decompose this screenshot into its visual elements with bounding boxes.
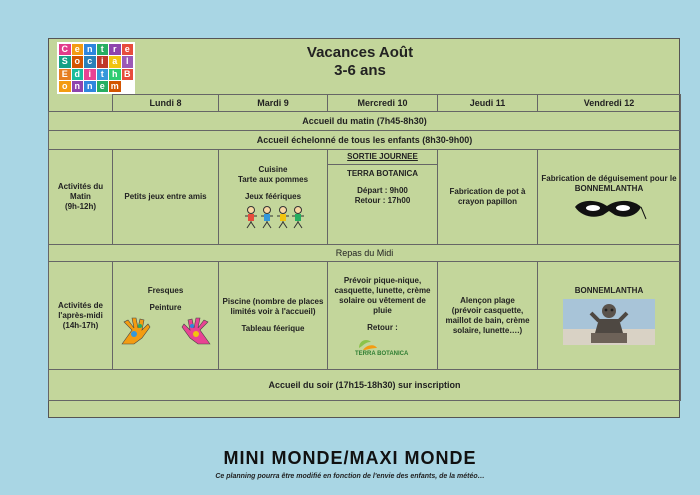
logo-letter-tile: c xyxy=(84,56,96,67)
logo-letter-tile: E xyxy=(59,69,71,80)
morning-jeudi: Fabrication de pot à crayon papillon xyxy=(438,150,538,245)
mardi-afternoon-line1: Piscine (nombre de places limités voir à l'accueil) xyxy=(222,297,324,316)
terra-botanica-logo xyxy=(353,336,413,356)
jeudi-afternoon-line2: (prévoir casquette, maillot de bain, crème solaire, lunette….) xyxy=(445,305,530,335)
mercredi-morning-line2: Départ : 9h00 xyxy=(357,186,408,195)
mercredi-morning-line3: Retour : 17h00 xyxy=(354,196,411,205)
day-header-lundi: Lundi 8 xyxy=(113,95,219,112)
evening-row xyxy=(49,370,681,401)
logo-letter-tile xyxy=(122,81,134,92)
title-line-2: 3-6 ans xyxy=(334,62,386,79)
logo-letter-tile: t xyxy=(97,44,109,55)
accueil-echelonne-row xyxy=(49,131,681,150)
statue-image xyxy=(563,299,655,345)
morning-mercredi xyxy=(328,150,438,245)
painted-hands-icon xyxy=(118,316,214,346)
mask-icon xyxy=(571,197,647,221)
logo-letter-tile: o xyxy=(72,56,84,67)
afternoon-mardi xyxy=(219,262,328,370)
page-title xyxy=(240,44,480,80)
sortie-journee-header: SORTIE JOURNEE xyxy=(328,150,437,165)
accueil-soir: Accueil du soir (17h15-18h30) sur inscription xyxy=(49,370,681,401)
day-header-mardi: Mardi 9 xyxy=(219,95,328,112)
repas-du-midi: Repas du Midi xyxy=(49,245,681,262)
logo-letter-tile: l xyxy=(122,56,134,67)
children-icon xyxy=(241,205,305,229)
days-header-row xyxy=(49,95,681,112)
repas-row xyxy=(49,245,681,262)
lundi-afternoon-line1: Fresques xyxy=(147,285,184,295)
jeudi-afternoon-line1: Alençon plage xyxy=(460,295,515,305)
mardi-morning-line3: Jeux féériques xyxy=(244,192,302,201)
logo-letter-tile: m xyxy=(110,80,119,91)
afternoon-label-title: Activités de l'après-midi xyxy=(58,300,103,320)
afternoon-label xyxy=(49,262,113,370)
accueil-matin: Accueil du matin (7h45-8h30) xyxy=(49,112,681,131)
logo-letter-tile: r xyxy=(109,44,121,55)
mercredi-afternoon-line1: Prévoir pique-nique, casquette, lunette, crème solaire ou vêtement de pluie xyxy=(334,275,431,315)
logo-letter-tile: C xyxy=(59,44,71,55)
mercredi-afternoon-line2: Retour : xyxy=(367,322,398,332)
accueil-echelonne: Accueil échelonné de tous les enfants (8h30-9h00) xyxy=(49,131,681,150)
title-line-1: Vacances Août xyxy=(306,44,414,61)
logo-letter-tile: n xyxy=(84,44,96,55)
centre-social-logo xyxy=(57,42,135,94)
logo-letter-tile: e xyxy=(72,44,84,55)
logo-letter-tile: t xyxy=(97,69,109,80)
morning-lundi: Petits jeux entre amis xyxy=(113,150,219,245)
mardi-morning-line1: Cuisine xyxy=(258,165,288,174)
day-header-vendredi: Vendredi 12 xyxy=(538,95,681,112)
logo-letter-tile: i xyxy=(84,69,96,80)
accueil-matin-row xyxy=(49,112,681,131)
afternoon-row xyxy=(49,262,681,370)
logo-letter-tile: e xyxy=(97,81,109,92)
logo-letter-tile: n xyxy=(72,81,84,92)
logo-letter-tile: S xyxy=(59,56,71,67)
mardi-morning-line2: Tarte aux pommes xyxy=(237,175,309,184)
afternoon-lundi xyxy=(113,262,219,370)
morning-vendredi xyxy=(538,150,681,245)
mercredi-morning-line1: TERRA BOTANICA xyxy=(346,169,419,178)
lundi-afternoon-line2: Peinture xyxy=(149,302,182,312)
footer-note: Ce planning pourra être modifié en fonction de l'envie des enfants, de la météo… xyxy=(215,473,485,480)
logo-letter-tile: h xyxy=(109,69,121,80)
logo-letter-tile: n xyxy=(84,81,96,92)
day-header-jeudi: Jeudi 11 xyxy=(438,95,538,112)
afternoon-vendredi xyxy=(538,262,681,370)
planning-table xyxy=(48,94,681,401)
vendredi-afternoon-text: BONNEMLANTHA xyxy=(574,286,644,295)
afternoon-mercredi xyxy=(328,262,438,370)
mardi-afternoon-line2: Tableau féerique xyxy=(241,324,305,333)
logo-letter-tile: i xyxy=(97,56,109,67)
logo-letter-tile: e xyxy=(122,44,134,55)
afternoon-label-hours: (14h-17h) xyxy=(62,320,99,330)
morning-label-title: Activités du Matin xyxy=(57,182,104,201)
logo-letter-tile: o xyxy=(59,81,71,92)
morning-row xyxy=(49,150,681,245)
morning-label-hours: (9h-12h) xyxy=(64,202,97,211)
logo-letter-tile: a xyxy=(109,56,121,67)
footer-title: MINI MONDE/MAXI MONDE xyxy=(223,448,477,468)
terra-botanica-logo-text: TERRA BOTANICA xyxy=(354,350,408,356)
logo-letter-tile: d xyxy=(72,69,84,80)
corner-cell xyxy=(49,95,113,112)
morning-mardi xyxy=(219,150,328,245)
vendredi-morning-text: Fabrication de déguisement pour le BONNEMLANTHA xyxy=(541,173,677,193)
morning-label xyxy=(49,150,113,245)
afternoon-jeudi xyxy=(438,262,538,370)
day-header-mercredi: Mercredi 10 xyxy=(328,95,438,112)
logo-letter-tile: B xyxy=(122,69,134,80)
